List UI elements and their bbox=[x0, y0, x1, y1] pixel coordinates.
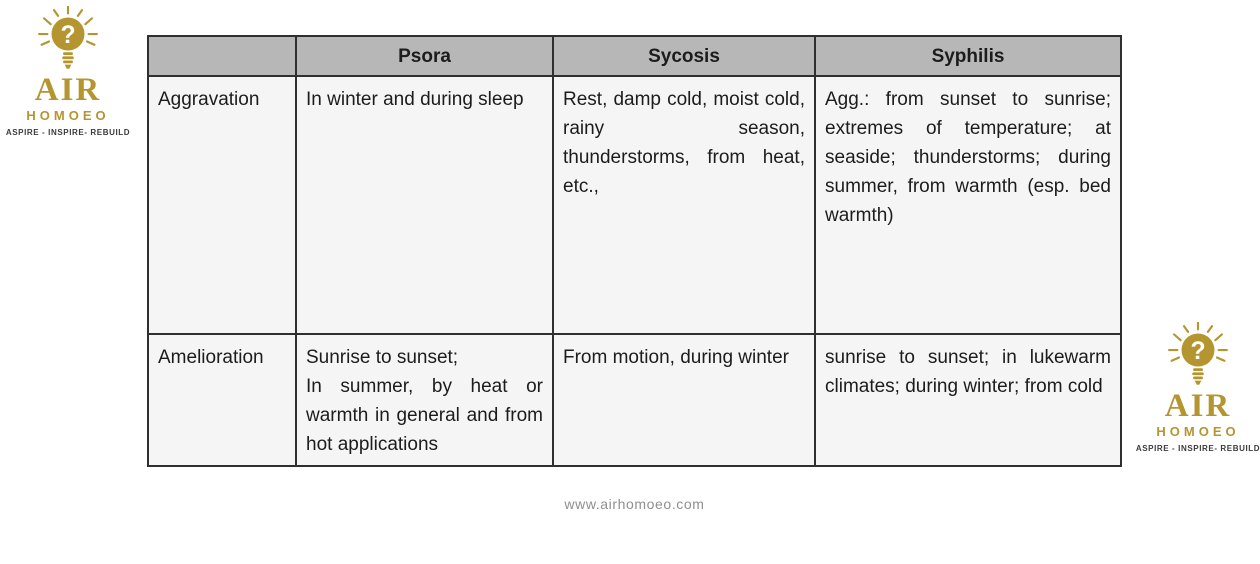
air-homoeo-logo-left bbox=[5, 6, 131, 137]
header-sycosis: Sycosis bbox=[554, 37, 816, 77]
logo-sub-text: HOMOEO bbox=[26, 108, 110, 123]
question-mark-glyph: ? bbox=[1190, 338, 1206, 366]
website-url: www.airhomoeo.com bbox=[564, 496, 705, 512]
cell-amelioration-sycosis: From motion, during winter bbox=[554, 335, 816, 465]
header-syphilis: Syphilis bbox=[816, 37, 1120, 77]
header-psora: Psora bbox=[297, 37, 554, 77]
cell-aggravation-syphilis: Agg.: from sunset to sunrise; extremes of temperature; at seaside; thunderstorms; during summer, from warmth (esp. bed warmth) bbox=[816, 77, 1120, 335]
lightbulb-idea-icon bbox=[20, 6, 116, 72]
cell-aggravation-psora: In winter and during sleep bbox=[297, 77, 554, 335]
question-mark-glyph: ? bbox=[60, 22, 76, 50]
miasm-comparison-table bbox=[147, 35, 1122, 467]
header-corner-cell bbox=[149, 37, 297, 77]
amelioration-psora-line2: In summer, by heat or warmth in general and from hot applications bbox=[306, 376, 543, 455]
logo-tagline: ASPIRE - INSPIRE- REBUILD bbox=[5, 128, 131, 137]
cell-amelioration-psora bbox=[297, 335, 554, 465]
air-homoeo-logo-right bbox=[1135, 322, 1260, 453]
cell-amelioration-syphilis: sunrise to sunset; in lukewarm climates; during winter; from cold bbox=[825, 347, 1111, 397]
logo-brand-text: AIR bbox=[34, 72, 102, 108]
cell-aggravation-sycosis: Rest, damp cold, moist cold, rainy season, thunderstorms, from heat, etc., bbox=[554, 77, 816, 335]
lightbulb-idea-icon bbox=[1150, 322, 1246, 388]
row-label-aggravation: Aggravation bbox=[149, 77, 297, 335]
amelioration-psora-line1: Sunrise to sunset; bbox=[306, 347, 459, 368]
logo-tagline: ASPIRE - INSPIRE- REBUILD bbox=[1135, 444, 1260, 453]
row-label-amelioration: Amelioration bbox=[149, 335, 297, 465]
logo-brand-text: AIR bbox=[1164, 388, 1232, 424]
logo-sub-text: HOMOEO bbox=[1156, 424, 1240, 439]
